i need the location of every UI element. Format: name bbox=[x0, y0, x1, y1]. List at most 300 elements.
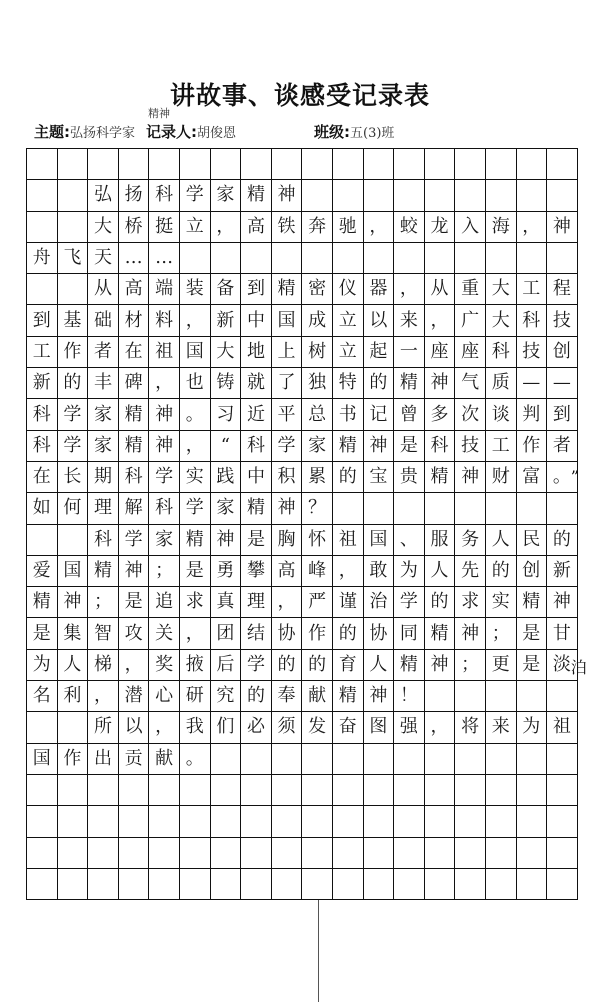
grid-cell bbox=[517, 493, 548, 524]
grid-cell bbox=[394, 493, 425, 524]
grid-cell bbox=[547, 806, 578, 837]
grid-cell: ， bbox=[364, 212, 395, 243]
grid-cell: 必 bbox=[241, 712, 272, 743]
form-title: 讲故事、谈感受记录表 bbox=[169, 81, 430, 110]
grid-cell bbox=[517, 180, 548, 211]
grid-cell: 是 bbox=[394, 431, 425, 462]
grid-cell bbox=[425, 493, 456, 524]
grid-cell bbox=[486, 493, 517, 524]
grid-cell bbox=[517, 149, 548, 180]
grid-cell: 到 bbox=[27, 305, 58, 336]
grid-cell: 成 bbox=[302, 305, 333, 336]
grid-cell: 科 bbox=[486, 337, 517, 368]
grid-cell bbox=[272, 243, 303, 274]
grid-cell: 以 bbox=[119, 712, 150, 743]
recorder-label: 记录人: bbox=[146, 123, 197, 141]
grid-cell: 人 bbox=[486, 525, 517, 556]
grid-cell: 仪 bbox=[333, 274, 364, 305]
grid-cell bbox=[149, 869, 180, 900]
grid-cell bbox=[394, 775, 425, 806]
grid-cell: 谨 bbox=[333, 587, 364, 618]
grid-cell bbox=[455, 180, 486, 211]
grid-cell: 理 bbox=[241, 587, 272, 618]
grid-cell: 平 bbox=[272, 399, 303, 430]
grid-cell: 奉 bbox=[272, 681, 303, 712]
grid-cell bbox=[27, 838, 58, 869]
grid-cell: 家 bbox=[211, 493, 242, 524]
grid-cell bbox=[119, 149, 150, 180]
grid-cell: ； bbox=[455, 650, 486, 681]
grid-cell: 精 bbox=[180, 525, 211, 556]
grid-cell bbox=[211, 838, 242, 869]
grid-cell: 更 bbox=[486, 650, 517, 681]
grid-cell: 为 bbox=[27, 650, 58, 681]
grid-cell: 国 bbox=[180, 337, 211, 368]
grid-cell bbox=[425, 806, 456, 837]
grid-cell bbox=[119, 775, 150, 806]
grid-cell: 精 bbox=[27, 587, 58, 618]
grid-cell bbox=[27, 775, 58, 806]
grid-cell bbox=[425, 744, 456, 775]
grid-cell: 。 bbox=[180, 399, 211, 430]
grid-cell: ， bbox=[211, 212, 242, 243]
grid-cell: 碑 bbox=[119, 368, 150, 399]
grid-cell bbox=[364, 744, 395, 775]
grid-cell: ， bbox=[180, 618, 211, 649]
grid-cell: 树 bbox=[302, 337, 333, 368]
grid-cell: 学 bbox=[119, 525, 150, 556]
grid-cell: 驰 bbox=[333, 212, 364, 243]
grid-cell bbox=[27, 712, 58, 743]
grid-cell: 工 bbox=[486, 431, 517, 462]
grid-cell: 书 bbox=[333, 399, 364, 430]
grid-cell bbox=[241, 744, 272, 775]
grid-cell: 人 bbox=[425, 556, 456, 587]
grid-cell: 蛟 bbox=[394, 212, 425, 243]
grid-cell: 期 bbox=[88, 462, 119, 493]
grid-cell bbox=[364, 493, 395, 524]
grid-cell: ？ bbox=[302, 493, 333, 524]
grid-cell: 人 bbox=[364, 650, 395, 681]
grid-cell bbox=[455, 681, 486, 712]
grid-cell bbox=[486, 806, 517, 837]
grid-cell: 出 bbox=[88, 744, 119, 775]
grid-cell bbox=[455, 149, 486, 180]
grid-cell: 协 bbox=[364, 618, 395, 649]
grid-cell bbox=[394, 806, 425, 837]
grid-cell bbox=[302, 243, 333, 274]
grid-cell: ， bbox=[517, 212, 548, 243]
grid-cell: 须 bbox=[272, 712, 303, 743]
grid-cell: 的 bbox=[58, 368, 89, 399]
grid-cell: 备 bbox=[211, 274, 242, 305]
grid-cell: 精 bbox=[119, 399, 150, 430]
grid-cell bbox=[302, 806, 333, 837]
grid-cell bbox=[302, 149, 333, 180]
grid-cell bbox=[272, 775, 303, 806]
theme-superscript: 精神 bbox=[148, 107, 170, 120]
grid-cell bbox=[333, 493, 364, 524]
grid-cell: ， bbox=[180, 431, 211, 462]
grid-cell: 求 bbox=[180, 587, 211, 618]
grid-cell bbox=[547, 180, 578, 211]
grid-cell bbox=[180, 838, 211, 869]
grid-cell: 团 bbox=[211, 618, 242, 649]
grid-cell: 立 bbox=[180, 212, 211, 243]
grid-cell: 精 bbox=[425, 618, 456, 649]
grid-cell: 掖 bbox=[180, 650, 211, 681]
grid-cell: 也 bbox=[180, 368, 211, 399]
grid-cell bbox=[394, 180, 425, 211]
grid-cell: 何 bbox=[58, 493, 89, 524]
grid-cell: 的 bbox=[333, 462, 364, 493]
grid-cell bbox=[364, 149, 395, 180]
grid-cell bbox=[272, 869, 303, 900]
grid-cell: 飞 bbox=[58, 243, 89, 274]
grid-cell: 了 bbox=[272, 368, 303, 399]
grid-cell bbox=[425, 243, 456, 274]
grid-cell bbox=[58, 149, 89, 180]
grid-cell: 精 bbox=[333, 431, 364, 462]
grid-cell: 、 bbox=[394, 525, 425, 556]
grid-cell: 神 bbox=[272, 493, 303, 524]
class-field bbox=[314, 121, 394, 142]
grid-cell bbox=[27, 274, 58, 305]
grid-cell: 到 bbox=[547, 399, 578, 430]
grid-cell bbox=[241, 149, 272, 180]
grid-cell: 们 bbox=[211, 712, 242, 743]
grid-cell: 为 bbox=[517, 712, 548, 743]
grid-cell bbox=[425, 149, 456, 180]
grid-cell: 是 bbox=[517, 650, 548, 681]
grid-cell: 理 bbox=[88, 493, 119, 524]
grid-cell: 记 bbox=[364, 399, 395, 430]
grid-cell bbox=[241, 243, 272, 274]
grid-cell bbox=[58, 838, 89, 869]
grid-cell: ； bbox=[486, 618, 517, 649]
grid-cell bbox=[211, 806, 242, 837]
grid-cell: 如 bbox=[27, 493, 58, 524]
grid-cell: 神 bbox=[547, 212, 578, 243]
grid-cell bbox=[394, 149, 425, 180]
grid-cell: 学 bbox=[394, 587, 425, 618]
grid-cell: 座 bbox=[455, 337, 486, 368]
grid-cell: 作 bbox=[517, 431, 548, 462]
grid-cell: 国 bbox=[364, 525, 395, 556]
grid-cell: 国 bbox=[58, 556, 89, 587]
grid-cell: 学 bbox=[149, 462, 180, 493]
grid-cell bbox=[364, 243, 395, 274]
grid-cell: 大 bbox=[486, 274, 517, 305]
grid-cell: 治 bbox=[364, 587, 395, 618]
grid-cell bbox=[455, 838, 486, 869]
grid-cell bbox=[517, 838, 548, 869]
grid-cell: 祖 bbox=[333, 525, 364, 556]
grid-cell: 智 bbox=[88, 618, 119, 649]
grid-cell bbox=[547, 243, 578, 274]
grid-cell: 神 bbox=[272, 180, 303, 211]
grid-cell: — bbox=[547, 368, 578, 399]
grid-cell bbox=[333, 243, 364, 274]
grid-cell: … bbox=[119, 243, 150, 274]
grid-cell: 到 bbox=[241, 274, 272, 305]
grid-cell bbox=[547, 149, 578, 180]
grid-cell bbox=[517, 775, 548, 806]
grid-cell bbox=[364, 180, 395, 211]
grid-cell bbox=[486, 744, 517, 775]
grid-cell: 实 bbox=[180, 462, 211, 493]
grid-cell bbox=[302, 744, 333, 775]
grid-cell: “ bbox=[211, 431, 242, 462]
grid-cell: 作 bbox=[58, 744, 89, 775]
grid-cell bbox=[486, 149, 517, 180]
grid-cell: 严 bbox=[302, 587, 333, 618]
grid-cell: 集 bbox=[58, 618, 89, 649]
grid-cell: ； bbox=[88, 587, 119, 618]
grid-cell bbox=[27, 806, 58, 837]
grid-cell: 图 bbox=[364, 712, 395, 743]
grid-cell bbox=[425, 180, 456, 211]
grid-cell bbox=[88, 149, 119, 180]
grid-cell bbox=[272, 744, 303, 775]
grid-cell: 神 bbox=[58, 587, 89, 618]
grid-cell: 精 bbox=[394, 368, 425, 399]
grid-cell: 利 bbox=[58, 681, 89, 712]
grid-cell bbox=[119, 838, 150, 869]
grid-cell: 学 bbox=[272, 431, 303, 462]
grid-cell: 民 bbox=[517, 525, 548, 556]
grid-cell: 质 bbox=[486, 368, 517, 399]
grid-cell: 科 bbox=[119, 462, 150, 493]
grid-cell bbox=[88, 838, 119, 869]
grid-cell bbox=[425, 681, 456, 712]
grid-cell: 累 bbox=[302, 462, 333, 493]
grid-cell bbox=[241, 869, 272, 900]
grid-cell bbox=[425, 869, 456, 900]
grid-cell: 科 bbox=[149, 180, 180, 211]
grid-cell bbox=[333, 744, 364, 775]
grid-cell: 攀 bbox=[241, 556, 272, 587]
grid-cell bbox=[517, 869, 548, 900]
grid-cell: 一 bbox=[394, 337, 425, 368]
class-value: 五(3)班 bbox=[350, 126, 395, 141]
grid-cell bbox=[394, 838, 425, 869]
grid-cell: 起 bbox=[364, 337, 395, 368]
grid-cell: 的 bbox=[302, 650, 333, 681]
grid-cell bbox=[241, 806, 272, 837]
grid-cell: 务 bbox=[455, 525, 486, 556]
grid-cell: 奖 bbox=[149, 650, 180, 681]
grid-cell bbox=[333, 869, 364, 900]
grid-cell: 甘 bbox=[547, 618, 578, 649]
grid-cell: 家 bbox=[88, 399, 119, 430]
grid-cell: 新 bbox=[547, 556, 578, 587]
grid-cell: 为 bbox=[394, 556, 425, 587]
grid-cell bbox=[88, 806, 119, 837]
grid-cell bbox=[302, 869, 333, 900]
grid-cell: 弘 bbox=[88, 180, 119, 211]
grid-cell: 的 bbox=[333, 618, 364, 649]
grid-cell bbox=[119, 806, 150, 837]
grid-cell: 者 bbox=[88, 337, 119, 368]
grid-cell: ， bbox=[88, 681, 119, 712]
grid-cell: 高 bbox=[272, 556, 303, 587]
grid-cell bbox=[333, 775, 364, 806]
grid-cell: 新 bbox=[211, 305, 242, 336]
grid-cell bbox=[58, 525, 89, 556]
grid-cell: 科 bbox=[27, 431, 58, 462]
grid-cell: 的 bbox=[547, 525, 578, 556]
grid-cell: 神 bbox=[364, 681, 395, 712]
grid-cell: ， bbox=[149, 712, 180, 743]
grid-cell: 神 bbox=[149, 399, 180, 430]
grid-cell: 端 bbox=[149, 274, 180, 305]
grid-cell bbox=[149, 149, 180, 180]
grid-cell: 重 bbox=[455, 274, 486, 305]
grid-cell bbox=[211, 775, 242, 806]
grid-cell: 密 bbox=[302, 274, 333, 305]
grid-cell bbox=[211, 149, 242, 180]
grid-cell: 峰 bbox=[302, 556, 333, 587]
grid-cell bbox=[58, 775, 89, 806]
grid-cell: 解 bbox=[119, 493, 150, 524]
grid-cell bbox=[455, 744, 486, 775]
grid-cell: 创 bbox=[517, 556, 548, 587]
grid-cell: 近 bbox=[241, 399, 272, 430]
grid-cell: 精 bbox=[241, 493, 272, 524]
grid-cell: 贡 bbox=[119, 744, 150, 775]
grid-cell: 心 bbox=[149, 681, 180, 712]
grid-cell: 大 bbox=[486, 305, 517, 336]
grid-cell: 神 bbox=[149, 431, 180, 462]
grid-cell: 是 bbox=[27, 618, 58, 649]
grid-cell bbox=[394, 744, 425, 775]
grid-cell: … bbox=[149, 243, 180, 274]
grid-cell: 家 bbox=[211, 180, 242, 211]
grid-cell: 强 bbox=[394, 712, 425, 743]
grid-cell: 的 bbox=[241, 681, 272, 712]
grid-cell bbox=[547, 744, 578, 775]
grid-cell: 习 bbox=[211, 399, 242, 430]
grid-cell bbox=[58, 180, 89, 211]
grid-cell bbox=[455, 493, 486, 524]
theme-label: 主题: bbox=[34, 123, 70, 141]
grid-cell bbox=[211, 869, 242, 900]
grid-cell: 是 bbox=[517, 618, 548, 649]
grid-cell bbox=[333, 806, 364, 837]
grid-cell: 富 bbox=[517, 462, 548, 493]
grid-cell bbox=[27, 525, 58, 556]
grid-cell: 服 bbox=[425, 525, 456, 556]
theme-field bbox=[34, 121, 135, 142]
grid-cell bbox=[547, 838, 578, 869]
grid-cell: 神 bbox=[211, 525, 242, 556]
grid-cell bbox=[27, 149, 58, 180]
grid-cell: 立 bbox=[333, 305, 364, 336]
grid-cell: ， bbox=[180, 305, 211, 336]
grid-cell: 中 bbox=[241, 305, 272, 336]
grid-cell: 丰 bbox=[88, 368, 119, 399]
grid-cell bbox=[302, 775, 333, 806]
grid-cell: 学 bbox=[58, 431, 89, 462]
grid-cell bbox=[547, 681, 578, 712]
grid-cell: 的 bbox=[425, 587, 456, 618]
grid-cell: 入 bbox=[455, 212, 486, 243]
grid-cell bbox=[272, 806, 303, 837]
grid-cell: 神 bbox=[455, 462, 486, 493]
grid-cell: 精 bbox=[517, 587, 548, 618]
grid-cell: 作 bbox=[302, 618, 333, 649]
theme-value: 弘扬科学家 bbox=[70, 126, 136, 141]
grid-cell bbox=[58, 869, 89, 900]
grid-overflow-char: ” bbox=[570, 467, 579, 486]
recorder-value: 胡俊恩 bbox=[197, 126, 237, 141]
grid-cell: 。 bbox=[180, 744, 211, 775]
grid-cell: 胸 bbox=[272, 525, 303, 556]
grid-cell: 国 bbox=[27, 744, 58, 775]
grid-cell bbox=[333, 838, 364, 869]
grid-cell: 的 bbox=[272, 650, 303, 681]
grid-cell: 桥 bbox=[119, 212, 150, 243]
grid-cell bbox=[517, 744, 548, 775]
grid-cell: 敢 bbox=[364, 556, 395, 587]
grid-cell bbox=[180, 775, 211, 806]
grid-cell bbox=[455, 775, 486, 806]
grid-cell: 学 bbox=[241, 650, 272, 681]
grid-cell bbox=[486, 775, 517, 806]
writing-grid bbox=[26, 148, 578, 900]
grid-cell: 精 bbox=[88, 556, 119, 587]
grid-cell bbox=[517, 806, 548, 837]
grid-cell: 科 bbox=[149, 493, 180, 524]
grid-cell bbox=[241, 775, 272, 806]
grid-cell: 所 bbox=[88, 712, 119, 743]
grid-cell: 铸 bbox=[211, 368, 242, 399]
grid-cell bbox=[364, 869, 395, 900]
grid-cell: 础 bbox=[88, 305, 119, 336]
grid-cell: 梯 bbox=[88, 650, 119, 681]
grid-cell: 后 bbox=[211, 650, 242, 681]
grid-cell: 长 bbox=[58, 462, 89, 493]
grid-cell: 求 bbox=[455, 587, 486, 618]
grid-cell: 高 bbox=[241, 212, 272, 243]
grid-cell: 先 bbox=[455, 556, 486, 587]
grid-cell: 的 bbox=[486, 556, 517, 587]
grid-cell bbox=[547, 493, 578, 524]
divider-line bbox=[318, 900, 319, 1002]
grid-cell bbox=[455, 806, 486, 837]
grid-overflow-char: 泊 bbox=[570, 657, 587, 677]
grid-cell: 精 bbox=[241, 180, 272, 211]
grid-cell: 装 bbox=[180, 274, 211, 305]
grid-cell: 来 bbox=[486, 712, 517, 743]
grid-cell: 大 bbox=[211, 337, 242, 368]
grid-cell: 特 bbox=[333, 368, 364, 399]
grid-cell bbox=[272, 149, 303, 180]
grid-cell: 贵 bbox=[394, 462, 425, 493]
grid-cell bbox=[364, 775, 395, 806]
grid-cell: ， bbox=[119, 650, 150, 681]
grid-cell: 家 bbox=[149, 525, 180, 556]
grid-cell: 神 bbox=[455, 618, 486, 649]
grid-cell bbox=[455, 869, 486, 900]
grid-cell: 关 bbox=[149, 618, 180, 649]
grid-cell bbox=[364, 838, 395, 869]
grid-cell: 家 bbox=[302, 431, 333, 462]
grid-cell bbox=[394, 869, 425, 900]
grid-cell bbox=[547, 869, 578, 900]
grid-cell: 从 bbox=[88, 274, 119, 305]
